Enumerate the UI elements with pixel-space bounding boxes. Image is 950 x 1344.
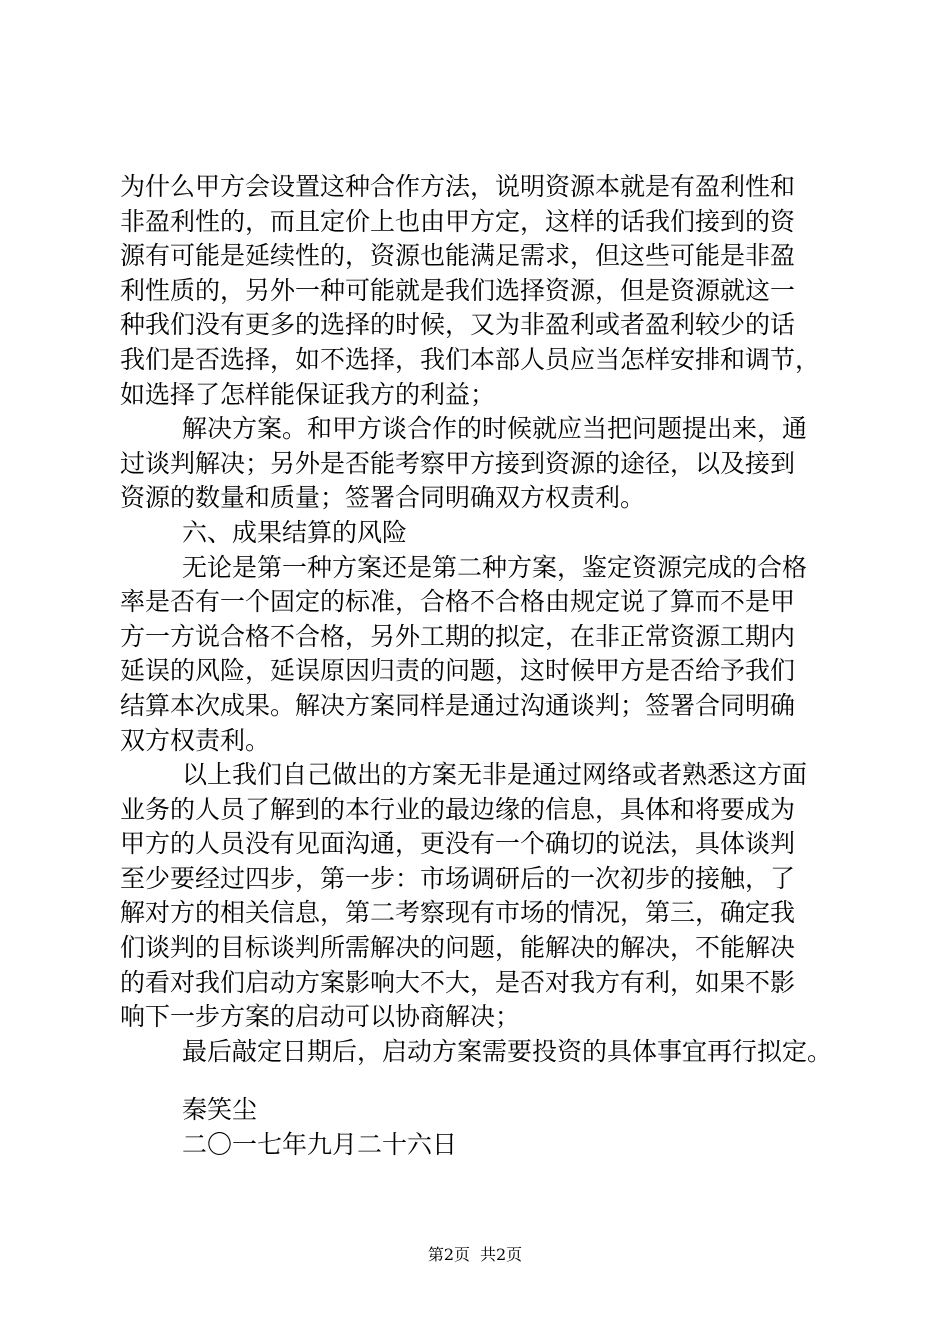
text-line: 如选择了怎样能保证我方的利益； — [120, 379, 496, 409]
text-line: 解对方的相关信息，第二考察现有市场的情况，第三，确定我 — [120, 898, 796, 928]
paragraph-closing: 最后敲定日期后，启动方案需要投资的具体事宜再行拟定。 — [182, 1036, 833, 1066]
text-line: 双方权责利。 — [120, 725, 271, 755]
text-line: 解决方案。和甲方谈合作的时候就应当把问题提出来，通 — [182, 414, 808, 444]
text-line: 率是否有一个固定的标准，合格不合格由规定说了算而不是甲 — [120, 587, 796, 617]
text-line: 种我们没有更多的选择的时候，又为非盈利或者盈利较少的话 — [120, 310, 796, 340]
signature-date: 二〇一七年九月二十六日 — [182, 1130, 458, 1160]
page-number-total: 共2页 — [480, 1245, 523, 1264]
text-line: 无论是第一种方案还是第二种方案，鉴定资源完成的合格 — [182, 552, 808, 582]
paragraph-solution — [120, 412, 860, 516]
text-line: 结算本次成果。解决方案同样是通过沟通谈判；签署合同明确 — [120, 690, 796, 720]
page-number-current: 第2页 — [427, 1245, 470, 1264]
text-line: 资源的数量和质量；签署合同明确双方权责利。 — [120, 483, 646, 513]
text-line: 非盈利性的，而且定价上也由甲方定，这样的话我们接到的资 — [120, 206, 796, 236]
text-line: 源有可能是延续性的，资源也能满足需求，但这些可能是非盈 — [120, 241, 796, 271]
signature-name: 秦笑尘 — [182, 1095, 258, 1125]
text-line: 的看对我们启动方案影响大不大，是否对我方有利，如果不影 — [120, 967, 796, 997]
text-line: 们谈判的目标谈判所需解决的问题，能解决的解决，不能解决 — [120, 933, 796, 963]
text-line: 利性质的，另外一种可能就是我们选择资源，但是资源就这一 — [120, 275, 796, 305]
section-heading-six: 六、成果结算的风险 — [182, 517, 408, 547]
text-line: 以上我们自己做出的方案无非是通过网络或者熟悉这方面 — [182, 760, 808, 790]
text-line: 甲方的人员没有见面沟通，更没有一个确切的说法，具体谈判 — [120, 829, 796, 859]
spacer — [120, 1069, 860, 1093]
text-line: 方一方说合格不合格，另外工期的拟定，在非正常资源工期内 — [120, 621, 796, 651]
text-line: 我们是否选择，如不选择，我们本部人员应当怎样安排和调节， — [120, 344, 821, 374]
paragraph-resource-selection — [120, 170, 860, 412]
text-line: 业务的人员了解到的本行业的最边缘的信息，具体和将要成为 — [120, 794, 796, 824]
text-line: 响下一步方案的启动可以协商解决； — [120, 1002, 521, 1032]
page-footer — [0, 1243, 950, 1267]
paragraph-settlement-risk — [120, 551, 860, 759]
text-line: 延误的风险，延误原因归责的问题，这时候甲方是否给予我们 — [120, 656, 796, 686]
text-line: 过谈判解决；另外是否能考察甲方接到资源的途径，以及接到 — [120, 448, 796, 478]
paragraph-negotiation-steps — [120, 758, 860, 1035]
text-line: 至少要经过四步，第一步：市场调研后的一次初步的接触，了 — [120, 863, 796, 893]
document-body — [120, 170, 860, 1163]
text-line: 为什么甲方会设置这种合作方法，说明资源本就是有盈利性和 — [120, 172, 796, 201]
